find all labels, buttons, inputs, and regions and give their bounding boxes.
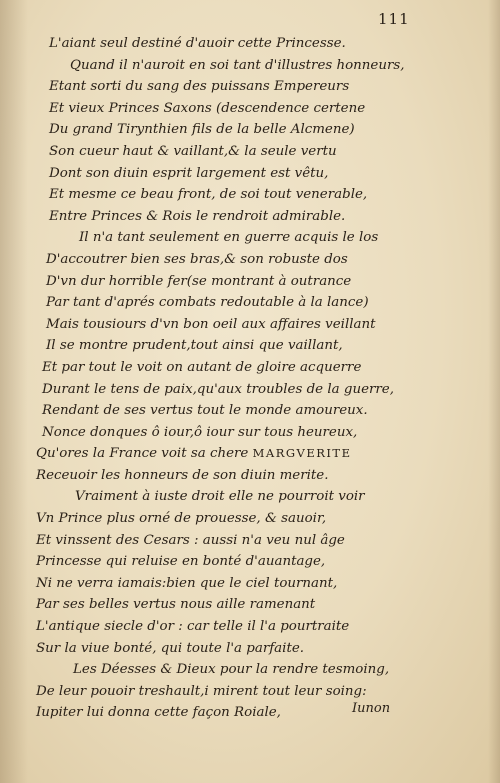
verse-line: Et vinssent des Cesars : aussi n'a veu nul âge xyxy=(36,532,345,548)
verse-line: Par ses belles vertus nous aille ramenant xyxy=(36,597,316,613)
verse-line xyxy=(36,443,500,465)
verse-line: Quand il n'auroit en soi tant d'illustres honneurs, xyxy=(70,57,405,73)
verse-line: Ni ne verra iamais:bien que le ciel tournant, xyxy=(36,575,338,591)
verse-line: De leur pouoir treshault,i mirent tout leur soing: xyxy=(36,683,367,699)
verse-line: Nonce donques ô iour,ô iour sur tous heureux, xyxy=(42,424,358,440)
verse-line: Vn Prince plus orné de prouesse, & sauoir, xyxy=(36,511,327,527)
page-number: 111 xyxy=(378,10,410,28)
verse-line: Dont son diuin esprit largement est vêtu, xyxy=(49,165,329,181)
verse-line: Et vieux Princes Saxons (descendence certene xyxy=(49,100,366,116)
verse-line: L'aiant seul destiné d'auoir cette Princesse. xyxy=(49,36,346,51)
verse-line: Iupiter lui donna cette façon Roiale, xyxy=(36,705,281,721)
verse-line: D'vn dur horrible fer(se montrant à outrance xyxy=(46,273,352,289)
verse-line: Il se montre prudent,tout ainsi que vaillant, xyxy=(46,338,343,354)
verse-line: Et par tout le voit on autant de gloire acquerre xyxy=(42,359,362,375)
verse-line: Princesse qui reluise en bonté d'auantage, xyxy=(36,554,326,570)
verse-line: Sur la viue bonté, qui toute l'a parfaite. xyxy=(36,640,305,656)
verse-line: L'antique siecle d'or : car telle il l'a pourtraite xyxy=(36,619,350,635)
verse-line: Les Déesses & Dieux pour la rendre tesmoing, xyxy=(73,662,390,678)
verse-line: Vraiment à iuste droit elle ne pourroit voir xyxy=(75,489,365,505)
verse-line: Du grand Tirynthien fils de la belle Alcmene) xyxy=(49,122,355,138)
verse-line: Etant sorti du sang des puissans Empereurs xyxy=(49,79,350,95)
poem-text xyxy=(0,33,500,724)
verse-line: Rendant de ses vertus tout le monde amoureux. xyxy=(42,403,368,419)
verse-line: Entre Princes & Rois le rendroit admirable. xyxy=(49,208,346,224)
verse-line: Il n'a tant seulement en guerre acquis le los xyxy=(79,230,379,246)
name-smallcaps: MARGVERITE xyxy=(252,446,352,461)
verse-line: Receuoir les honneurs de son diuin merite. xyxy=(36,467,329,483)
catchword: Iunon xyxy=(352,701,391,716)
verse-line: Son cueur haut & vaillant,& la seule vertu xyxy=(49,143,337,159)
verse-line-text: Qu'ores la France voit sa chere xyxy=(36,446,249,462)
verse-line: Et mesme ce beau front, de soi tout venerable, xyxy=(49,187,368,203)
verse-line: Durant le tens de paix,qu'aux troubles de la guerre, xyxy=(42,381,394,397)
verse-line: Par tant d'aprés combats redoutable à la lance) xyxy=(46,295,369,311)
verse-line: D'accoutrer bien ses bras,& son robuste dos xyxy=(46,251,348,267)
verse-line: Mais tousiours d'vn bon oeil aux affaires veillant xyxy=(46,316,376,332)
